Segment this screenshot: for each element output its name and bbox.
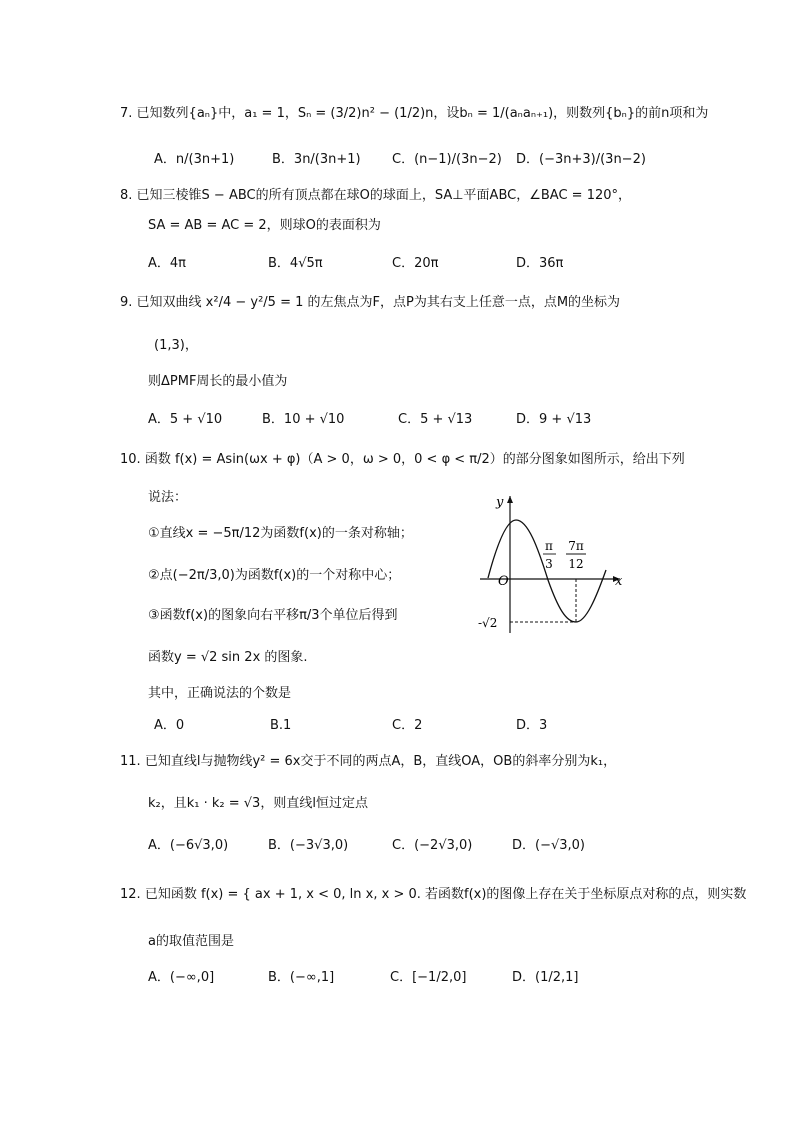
- q7-text: 已知数列{aₙ}中，a₁ = 1，Sₙ = (3/2)n² − (1/2)n，设bₙ = 1/(aₙaₙ₊₁)，则数列{bₙ}的前n项和为: [136, 106, 709, 121]
- y-axis-arrow-icon: [507, 496, 513, 503]
- q12-number: 12.: [120, 887, 141, 902]
- q12-option-a[interactable]: A．(−∞,0]: [148, 970, 215, 985]
- q9-stem-line1: [120, 293, 620, 313]
- q9-option-b[interactable]: B．10 + √10: [262, 412, 345, 427]
- q8-option-b[interactable]: B．4√5π: [268, 256, 323, 271]
- q9-text-line1: 已知双曲线 x²/4 − y²/5 = 1 的左焦点为F，点P为其右支上任意一点，点M的坐标为: [136, 295, 621, 310]
- q10-stem-line2: 说法：: [148, 490, 188, 505]
- q10-option-b[interactable]: B.1: [270, 718, 292, 733]
- q9-stem-line3: 则ΔPMF周长的最小值为: [148, 374, 288, 389]
- q11-text-line1: 已知直线l与抛物线y² = 6x交于不同的两点A，B，直线OA，OB的斜率分别为k₁，: [144, 754, 617, 769]
- q11-option-d[interactable]: D．(−√3,0): [512, 838, 586, 853]
- q11-stem-line2: k₂，且k₁ · k₂ = √3，则直线l恒过定点: [148, 796, 368, 811]
- q10-option-a[interactable]: A．0: [154, 718, 185, 733]
- q12-option-b[interactable]: B．(−∞,1]: [268, 970, 335, 985]
- q10-sine-graph: [470, 488, 640, 638]
- y-axis-label: y: [496, 495, 504, 510]
- q9-number: 9.: [120, 295, 133, 310]
- q8-option-a[interactable]: A．4π: [148, 256, 186, 271]
- q12-option-d[interactable]: D．(1/2,1]: [512, 970, 579, 985]
- q8-stem-line2: SA = AB = AC = 2，则球O的表面积为: [148, 218, 381, 233]
- q10-option-d[interactable]: D．3: [516, 718, 548, 733]
- q7-option-b[interactable]: B．3n/(3n+1): [272, 152, 361, 167]
- sine-curve: [488, 520, 606, 622]
- q12-stem-line2: a的取值范围是: [148, 934, 234, 949]
- q7-option-a[interactable]: A．n/(3n+1): [154, 152, 235, 167]
- tick-pi-over-3-den: 3: [545, 557, 553, 571]
- q8-option-c[interactable]: C．20π: [392, 256, 439, 271]
- tick-pi-over-3-num: π: [545, 539, 553, 553]
- q8-number: 8.: [120, 188, 133, 203]
- tick-7pi-over-12-num: 7π: [568, 539, 584, 553]
- q10-statement-4: 函数y = √2 sin 2x 的图象.: [148, 650, 308, 665]
- q10-option-c[interactable]: C．2: [392, 718, 423, 733]
- q10-number: 10.: [120, 452, 141, 467]
- q7-option-c[interactable]: C．(n−1)/(3n−2): [392, 152, 502, 167]
- q9-option-d[interactable]: D．9 + √13: [516, 412, 592, 427]
- q9-stem-line2: (1,3)，: [154, 338, 198, 353]
- q10-stem-line1: [120, 450, 685, 470]
- q11-option-c[interactable]: C．(−2√3,0): [392, 838, 473, 853]
- origin-label: O: [498, 574, 509, 589]
- q9-option-c[interactable]: C．5 + √13: [398, 412, 473, 427]
- q12-text-line1: 已知函数 f(x) = { ax + 1, x < 0, ln x, x > 0. 若函数f(x)的图像上存在关于坐标原点对称的点，则实数: [144, 887, 747, 902]
- q11-number: 11.: [120, 754, 141, 769]
- q11-stem-line1: [120, 752, 616, 772]
- q7-stem: [120, 104, 708, 124]
- q10-statement-1: ①直线x = −5π/12为函数f(x)的一条对称轴；: [148, 526, 413, 541]
- q12-option-c[interactable]: C．[−1/2,0]: [390, 970, 467, 985]
- tick-7pi-over-12-den: 12: [568, 557, 584, 571]
- q10-question: 其中，正确说法的个数是: [148, 686, 292, 701]
- q8-stem-line1: [120, 186, 631, 206]
- q10-text-line1: 函数 f(x) = Asin(ωx + φ)（A > 0，ω > 0，0 < φ < π/2）的部分图象如图所示，给出下列: [144, 452, 685, 467]
- q11-option-a[interactable]: A．(−6√3,0): [148, 838, 229, 853]
- x-axis-label: x: [615, 574, 623, 589]
- q7-number: 7.: [120, 106, 133, 121]
- q7-option-d[interactable]: D．(−3n+3)/(3n−2): [516, 152, 646, 167]
- q10-statement-3: ③函数f(x)的图象向右平移π/3个单位后得到: [148, 608, 398, 623]
- q11-option-b[interactable]: B．(−3√3,0): [268, 838, 349, 853]
- q9-option-a[interactable]: A．5 + √10: [148, 412, 223, 427]
- q8-option-d[interactable]: D．36π: [516, 256, 564, 271]
- q12-stem-line1: [120, 885, 746, 905]
- q10-statement-2: ②点(−2π/3,0)为函数f(x)的一个对称中心；: [148, 568, 401, 583]
- q8-text-line1: 已知三棱锥S − ABC的所有顶点都在球O的球面上，SA⊥平面ABC，∠BAC = 120°，: [136, 188, 632, 203]
- min-value-label: -√2: [478, 616, 498, 630]
